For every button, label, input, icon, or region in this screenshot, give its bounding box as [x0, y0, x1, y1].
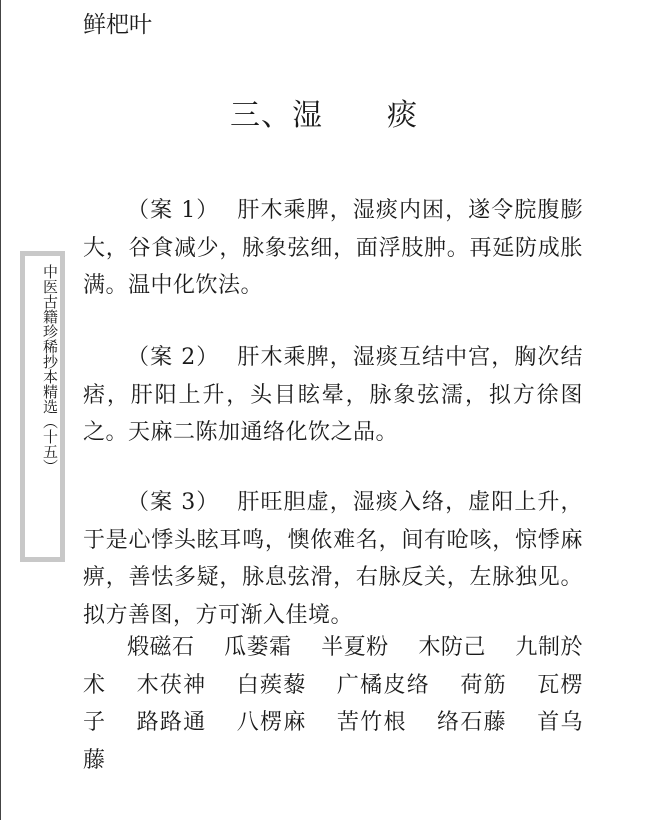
case-3-paragraph	[83, 484, 583, 634]
book-series-side-label	[20, 251, 65, 562]
case-3-id: （案 3）	[127, 490, 220, 515]
case-1-paragraph	[83, 192, 583, 305]
case-1-text: 肝木乘脾，湿痰内困，遂令脘腹膨大，谷食减少，脉象弦细，面浮肢肿。再延防成胀满。温中化饮法。	[83, 198, 583, 298]
case-2-id: （案 2）	[127, 345, 220, 370]
side-label-text: 中医古籍珍稀抄本精选（十五）	[41, 264, 59, 474]
section-title-word: 痰	[387, 98, 418, 133]
case-1-id: （案 1）	[127, 198, 220, 223]
carryover-herb-line: 鲜杷叶	[83, 12, 152, 38]
section-title	[230, 96, 418, 136]
case-3-text: 肝旺胆虚，湿痰入络，虚阳上升，于是心悸头眩耳鸣，懊侬难名，间有呛咳，惊悸麻痹，善怯多疑，脉息弦滑，右脉反关，左脉独见。拟方善图，方可渐入佳境。	[83, 490, 583, 628]
page-edge-rule	[0, 0, 1, 820]
section-title-number: 三、湿	[230, 98, 323, 133]
prescription-herb-list: 煅磁石 瓜蒌霜 半夏粉 木防己 九制於术 木茯神 白蒺藜 广橘皮络 荷筋 瓦楞子 路路通 八楞麻 苦竹根 络石藤 首乌藤	[83, 635, 583, 773]
case-2-paragraph	[83, 339, 583, 452]
case-2-text: 肝木乘脾，湿痰互结中宫，胸次结痞，肝阳上升，头目眩晕，脉象弦濡，拟方徐图之。天麻二陈加通络化饮之品。	[83, 345, 583, 445]
